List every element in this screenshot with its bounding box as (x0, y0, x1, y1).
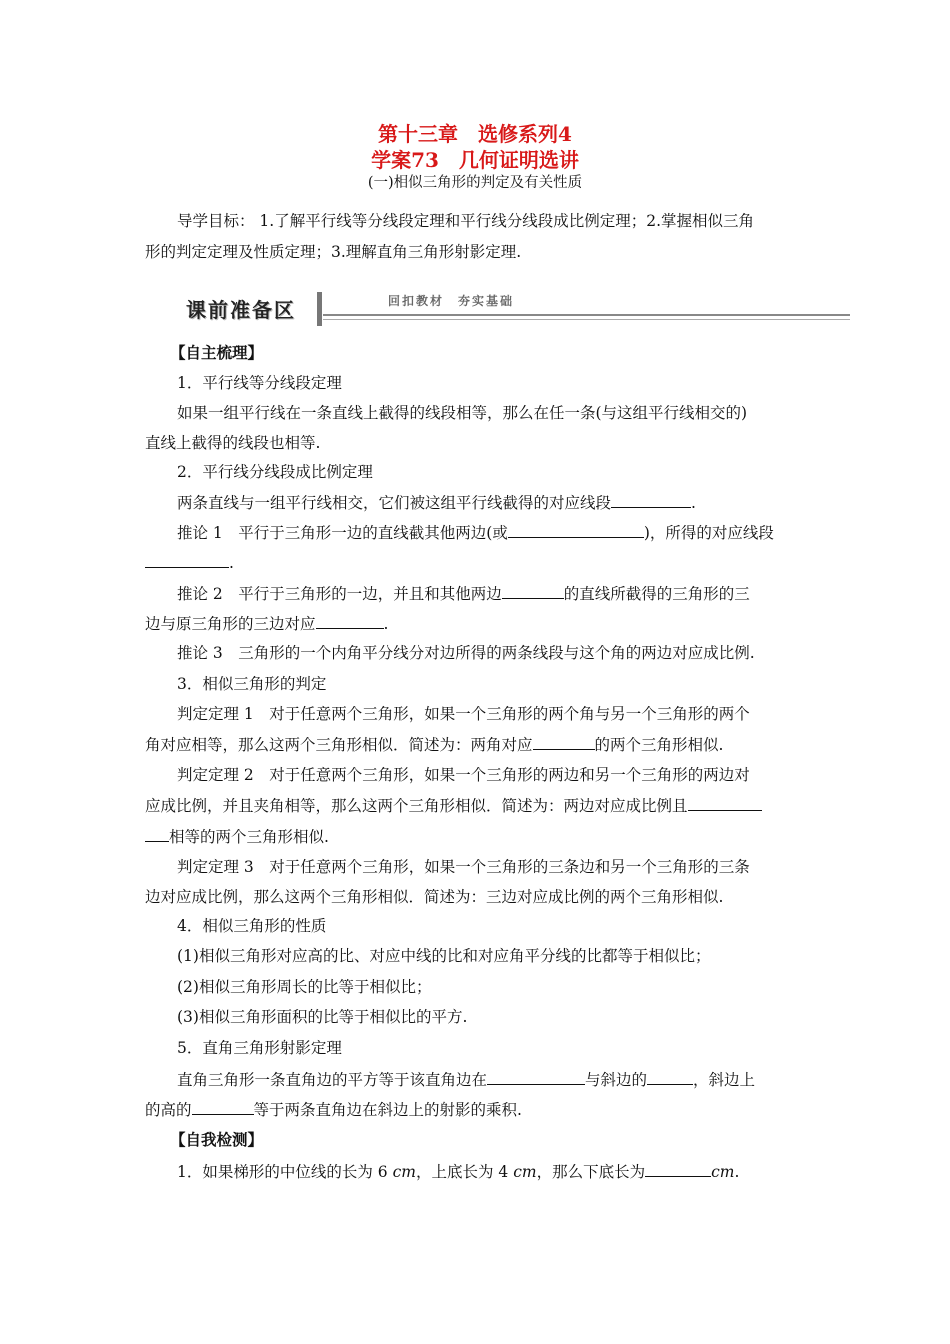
review-c1b (145, 551, 810, 574)
section-bar-rule (323, 314, 850, 316)
review-heading: 【自主梳理】 (170, 343, 264, 362)
blank-included-angle-cont (145, 825, 169, 842)
q1-end: . (734, 1163, 740, 1181)
review-h4: 4．相似三角形的性质 (177, 917, 327, 935)
goals-line-1: 导学目标： 1.了解平行线等分线段定理和平行线分线段成比例定理；2.掌握相似三角 (177, 212, 755, 230)
blank-projection[interactable] (487, 1068, 585, 1085)
section-bar-subtitle: 回扣教材 夯实基础 (388, 294, 515, 308)
review-r1b (145, 1098, 810, 1121)
review-c2b (145, 612, 810, 635)
chapter-title: 第十三章 选修系列4 (378, 122, 572, 146)
blank-product[interactable] (647, 1068, 693, 1085)
j1b-text: 角对应相等，那么这两个三角形相似．简述为：两角对应 (145, 736, 533, 754)
j1b-end: 的两个三角形相似. (594, 736, 724, 754)
check-heading: 【自我检测】 (170, 1130, 264, 1149)
c2a-mid: 的直线所截得的三角形的三 (563, 585, 750, 603)
review-h3: 3．相似三角形的判定 (177, 675, 327, 693)
section-bar-divider (317, 292, 322, 326)
r1b-end: 等于两条直角边在斜边上的射影的乘积. (253, 1101, 522, 1119)
review-j3a: 判定定理 3 对于任意两个三角形，如果一个三角形的三条边和另一个三角形的三条 (177, 858, 750, 876)
r1b-text: 的高的 (145, 1101, 192, 1119)
p2a-end: . (691, 494, 696, 512)
p2a-text: 两条直线与一组平行线相交，它们被这组平行线截得的对应线段 (177, 494, 612, 512)
lesson-title: 学案73 几何证明选讲 (371, 148, 579, 172)
blank-equal-angles[interactable] (533, 733, 595, 750)
review-c2a (145, 582, 810, 605)
j2b-text: 应成比例，并且夹角相等，那么这两个三角形相似．简述为：两边对应成比例且 (145, 797, 688, 815)
review-j1a: 判定定理 1 对于任意两个三角形，如果一个三角形的两个角与另一个三角形的两个 (177, 705, 750, 723)
review-p1b: 直线上截得的线段也相等. (145, 434, 321, 452)
c2b-text: 边与原三角形的三边对应 (145, 615, 316, 633)
review-p2a (145, 491, 810, 514)
review-s3: (3)相似三角形面积的比等于相似比的平方. (177, 1008, 468, 1026)
q1-text-a: 1．如果梯形的中位线的长为 6 (177, 1163, 393, 1181)
review-j2a: 判定定理 2 对于任意两个三角形，如果一个三角形的两边和另一个三角形的两边对 (177, 766, 750, 784)
review-j3b: 边对应成比例，那么这两个三角形相似．简述为：三边对应成比例的两个三角形相似. (145, 888, 724, 906)
r1a-mid: 与斜边的 (585, 1071, 648, 1089)
review-j2c (145, 825, 810, 848)
q1-text-c: ，那么下底长为 (536, 1163, 646, 1181)
review-h5: 5．直角三角形射影定理 (177, 1039, 342, 1057)
blank-proportional-2[interactable] (316, 612, 384, 629)
review-h1: 1．平行线等分线段定理 (177, 374, 342, 392)
check-q1 (145, 1160, 810, 1183)
review-c3: 推论 3 三角形的一个内角平分线分对边所得的两条线段与这个角的两边对应成比例. (177, 644, 755, 662)
r1a-end: ，斜边上 (693, 1071, 756, 1089)
review-c1a (145, 521, 810, 544)
c1b-end: . (229, 554, 234, 572)
review-s2: (2)相似三角形周长的比等于相似比； (177, 978, 432, 996)
c1a-mid: )，所得的对应线段 (643, 524, 774, 542)
blank-corresponding-segments[interactable] (611, 491, 691, 508)
c2b-end: . (383, 615, 389, 633)
blank-answer-q1[interactable] (645, 1160, 711, 1177)
blank-included-angle[interactable] (688, 794, 762, 811)
q1-unit-c: cm (711, 1163, 735, 1181)
review-r1a (145, 1068, 810, 1091)
c1a-text: 推论 1 平行于三角形一边的直线截其他两边(或 (177, 524, 508, 542)
r1a-text: 直角三角形一条直角边的平方等于该直角边在 (177, 1071, 488, 1089)
review-j2b (145, 794, 810, 817)
blank-extensions[interactable] (508, 521, 644, 538)
review-h2: 2．平行线分线段成比例定理 (177, 463, 373, 481)
section-bar-rule-thin (323, 319, 850, 320)
goals-line-2: 形的判定定理及性质定理；3.理解直角三角形射影定理. (145, 243, 522, 261)
blank-proportional[interactable] (145, 551, 229, 568)
blank-square[interactable] (192, 1098, 254, 1115)
j2c-end: 相等的两个三角形相似. (169, 828, 329, 846)
review-p1a: 如果一组平行线在一条直线上截得的线段相等，那么在任一条(与这组平行线相交的) (177, 404, 748, 422)
q1-text-b: ，上底长为 4 (415, 1163, 514, 1181)
review-j1b (145, 733, 810, 756)
blank-intersect[interactable] (502, 582, 564, 599)
section-bar (178, 292, 850, 328)
review-s1: (1)相似三角形对应高的比、对应中线的比和对应角平分线的比都等于相似比； (177, 947, 711, 965)
c2a-text: 推论 2 平行于三角形的一边，并且和其他两边 (177, 585, 502, 603)
lesson-subtitle: (一)相似三角形的判定及有关性质 (367, 175, 583, 191)
section-bar-title: 课前准备区 (186, 298, 296, 322)
q1-unit-a: cm (392, 1163, 416, 1181)
q1-unit-b: cm (513, 1163, 537, 1181)
